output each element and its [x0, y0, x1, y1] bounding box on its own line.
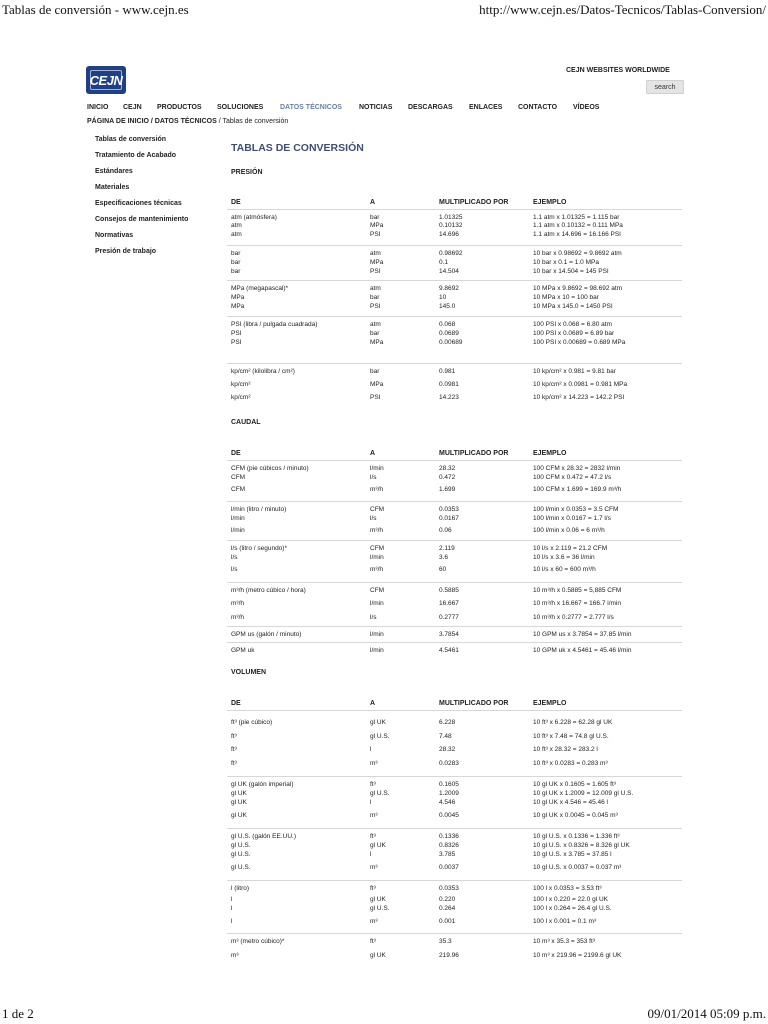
table-row	[231, 321, 681, 330]
table-row	[231, 285, 681, 294]
table-cell: 10 MPa x 10 = 100 bar	[533, 294, 599, 301]
table-row	[231, 812, 681, 821]
column-header-ejemplo: EJEMPLO	[533, 450, 567, 457]
table-cell: 10 ft³ x 28.32 = 283.2 l	[533, 746, 598, 753]
table-row	[231, 368, 681, 377]
table-cell: gl U.S.	[370, 790, 390, 797]
table-row	[231, 631, 681, 640]
table-cell: MPa	[231, 294, 245, 301]
table-cell: 4.546	[439, 799, 456, 806]
table-row	[231, 614, 681, 623]
table-cell: 0.5885	[439, 587, 459, 594]
column-header-mult: MULTIPLICADO POR	[439, 450, 509, 457]
table-cell: bar	[370, 214, 380, 221]
table-cell: 14.223	[439, 394, 459, 401]
table-cell: CFM	[370, 506, 385, 513]
table-cell: kp/cm²	[231, 394, 251, 401]
table-row	[231, 394, 681, 403]
nav-item-productos[interactable]: PRODUCTOS	[157, 104, 202, 111]
table-cell: l/min	[370, 600, 384, 607]
table-cell: atm	[370, 321, 381, 328]
table-cell: 1.2009	[439, 790, 459, 797]
print-title: Tablas de conversión - www.cejn.es	[2, 2, 189, 17]
table-row	[231, 938, 681, 947]
table-row	[231, 600, 681, 609]
table-cell: m³	[370, 812, 378, 819]
table-row	[231, 647, 681, 656]
table-cell: l	[370, 799, 372, 806]
table-cell: 0.0689	[439, 330, 459, 337]
table-cell: ft³	[370, 885, 376, 892]
table-cell: gl UK	[370, 842, 386, 849]
table-cell: 0.220	[439, 896, 456, 903]
nav-item-datos-tecnicos[interactable]: DATOS TÉCNICOS	[280, 104, 342, 111]
table-cell: gl U.S.	[370, 905, 390, 912]
table-cell: 3.7854	[439, 631, 459, 638]
table-cell: l (litro)	[231, 885, 250, 892]
breadcrumb	[87, 118, 288, 125]
table-cell: ft³ (pie cúbico)	[231, 719, 273, 726]
group-divider	[227, 626, 682, 627]
section-title: CAUDAL	[231, 419, 261, 426]
table-row	[231, 851, 681, 860]
column-header-ejemplo: EJEMPLO	[533, 199, 567, 206]
table-cell: gl UK	[231, 799, 247, 806]
table-cell: PSI	[231, 339, 242, 346]
table-cell: CFM	[231, 474, 246, 481]
nav-item-contacto[interactable]: CONTACTO	[518, 104, 558, 111]
table-row	[231, 905, 681, 914]
table-cell: 100 l x 0.001 = 0.1 m³	[533, 918, 597, 925]
group-divider	[227, 933, 682, 934]
table-cell: PSI	[231, 330, 242, 337]
table-cell: gl U.S.	[231, 842, 251, 849]
table-cell: l/s (litro / segundo)*	[231, 545, 287, 552]
group-divider	[227, 316, 682, 317]
table-cell: 100 PSI x 0.0689 = 6.89 bar	[533, 330, 615, 337]
table-cell: l/min	[370, 554, 384, 561]
table-cell: gl U.S.	[370, 733, 390, 740]
table-cell: kp/cm² (kilolibra / cm²)	[231, 368, 295, 375]
table-cell: 0.1336	[439, 833, 459, 840]
table-row	[231, 790, 681, 799]
table-cell: 0.981	[439, 368, 456, 375]
table-divider	[227, 209, 682, 210]
table-cell: 3.6	[439, 554, 449, 561]
table-row	[231, 486, 681, 495]
section-title: VOLUMEN	[231, 669, 266, 676]
table-cell: l/s	[370, 614, 377, 621]
table-row	[231, 506, 681, 515]
table-row	[231, 268, 681, 277]
table-cell: 10 m³ x 35.3 = 353 ft³	[533, 938, 595, 945]
nav-item-videos[interactable]: VÍDEOS	[573, 104, 600, 111]
table-cell: 0.0283	[439, 760, 459, 767]
table-cell: 10 bar x 0.1 = 1.0 MPa	[533, 259, 599, 266]
table-cell: bar	[231, 250, 241, 257]
table-cell: 9.8692	[439, 285, 459, 292]
table-cell: 60	[439, 566, 447, 573]
table-cell: gl UK	[370, 719, 386, 726]
column-header-a: A	[370, 450, 376, 457]
table-cell: 6.228	[439, 719, 456, 726]
table-cell: 10 ft³ x 6.228 = 62.28 gl UK	[533, 719, 613, 726]
column-header-de: DE	[231, 450, 241, 457]
table-cell: 219.96	[439, 952, 459, 959]
sidebar-item-materiales[interactable]: Materiales	[95, 184, 130, 191]
table-cell: l/s	[231, 566, 238, 573]
sidebar-item-presion-trabajo[interactable]: Presión de trabajo	[95, 248, 157, 255]
print-url: http://www.cejn.es/Datos-Tecnicos/Tablas-Conversion/	[479, 2, 766, 17]
table-cell: l/min	[370, 647, 384, 654]
table-cell: l	[370, 851, 372, 858]
table-cell: 0.10132	[439, 222, 463, 229]
table-cell: 10 kp/cm² x 0.981 = 9.81 bar	[533, 368, 616, 375]
table-cell: 10 MPa x 145.0 = 1450 PSI	[533, 303, 613, 310]
table-cell: 28.32	[439, 465, 456, 472]
sidebar-item-tablas[interactable]: Tablas de conversión	[95, 136, 167, 143]
table-row	[231, 587, 681, 596]
table-row	[231, 781, 681, 790]
table-cell: 1.1 atm x 1.01325 = 1.115 bar	[533, 214, 620, 221]
table-cell: 100 CFM x 0.472 = 47.2 l/s	[533, 474, 612, 481]
table-row	[231, 527, 681, 536]
table-cell: GPM uk	[231, 647, 255, 654]
table-row	[231, 799, 681, 808]
column-header-ejemplo: EJEMPLO	[533, 700, 567, 707]
table-cell: 10 gl UK x 0.1605 = 1.605 ft³	[533, 781, 616, 788]
table-cell: CFM	[370, 545, 385, 552]
table-row	[231, 545, 681, 554]
table-cell: l/min	[370, 465, 384, 472]
table-cell: atm	[231, 231, 242, 238]
group-divider	[227, 363, 682, 364]
table-cell: 100 l x 0.264 = 26.4 gl U.S.	[533, 905, 612, 912]
table-cell: l/min	[370, 631, 384, 638]
table-cell: 35.3	[439, 938, 452, 945]
table-cell: 1.1 atm x 0.10132 = 0.111 MPa	[533, 222, 623, 229]
table-cell: ft³	[231, 746, 237, 753]
nav-item-descargas[interactable]: DESCARGAS	[408, 104, 453, 111]
group-divider	[227, 245, 682, 246]
table-divider	[227, 710, 682, 711]
table-cell: 10	[439, 294, 447, 301]
table-cell: 10 m³/h x 16.667 = 166.7 l/min	[533, 600, 621, 607]
table-row	[231, 339, 681, 348]
table-row	[231, 231, 681, 240]
group-divider	[227, 582, 682, 583]
table-cell: l	[370, 746, 372, 753]
table-cell: 0.472	[439, 474, 456, 481]
table-cell: l/s	[231, 554, 238, 561]
column-header-a: A	[370, 199, 376, 206]
table-cell: gl U.S.	[231, 851, 251, 858]
table-cell: bar	[370, 330, 380, 337]
sidebar-item-tratamiento[interactable]: Tratamiento de Acabado	[95, 152, 177, 159]
sidebar-item-normativas[interactable]: Normativas	[95, 232, 134, 239]
group-divider	[227, 540, 682, 541]
table-cell: atm (atmósfera)	[231, 214, 277, 221]
table-cell: 10 MPa x 9.8692 = 98.692 atm	[533, 285, 623, 292]
table-cell: 0.264	[439, 905, 456, 912]
sidebar-item-consejos[interactable]: Consejos de mantenimiento	[95, 216, 189, 223]
print-datetime: 09/01/2014 05:09 p.m.	[647, 1006, 766, 1021]
table-cell: 10 gl U.S. x 0.0037 = 0.037 m³	[533, 864, 622, 871]
nav-item-soluciones[interactable]: SOLUCIONES	[217, 104, 264, 111]
table-cell: 14.504	[439, 268, 459, 275]
table-cell: 10 l/s x 60 = 600 m³/h	[533, 566, 596, 573]
group-divider	[227, 880, 682, 881]
table-row	[231, 896, 681, 905]
breadcrumb-path[interactable]: PÁGINA DE INICIO / DATOS TÉCNICOS	[87, 118, 217, 125]
table-cell: 1.1 atm x 14.696 = 16.166 PSI	[533, 231, 621, 238]
table-cell: 10 GPM uk x 4.5461 = 45.46 l/min	[533, 647, 632, 654]
table-cell: bar	[370, 294, 380, 301]
sidebar-item-estandares[interactable]: Estándares	[95, 168, 133, 175]
table-cell: 10 gl U.S. x 3.785 = 37.85 l	[533, 851, 612, 858]
section-title: PRESIÓN	[231, 169, 263, 176]
table-cell: 100 l/min x 0.06 = 6 m³/h	[533, 527, 605, 534]
print-footer	[0, 1006, 768, 1024]
table-cell: ft³	[370, 938, 376, 945]
table-cell: 100 l/min x 0.0167 = 1.7 l/s	[533, 515, 611, 522]
table-row	[231, 465, 681, 474]
table-cell: ft³	[231, 733, 237, 740]
table-cell: PSI	[370, 231, 381, 238]
table-cell: 14.696	[439, 231, 459, 238]
table-cell: 10 l/s x 3.6 = 36 l/min	[533, 554, 595, 561]
table-cell: 3.785	[439, 851, 456, 858]
column-header-de: DE	[231, 199, 241, 206]
nav-item-noticias[interactable]: NOTICIAS	[359, 104, 393, 111]
table-cell: atm	[370, 285, 381, 292]
table-cell: 10 ft³ x 0.0283 = 0.283 m³	[533, 760, 608, 767]
table-cell: 10 gl UK x 1.2009 = 12.009 gl U.S.	[533, 790, 634, 797]
table-cell: m³	[370, 918, 378, 925]
table-cell: 0.8326	[439, 842, 459, 849]
sidebar-item-especificaciones[interactable]: Especificaciones técnicas	[95, 200, 182, 207]
table-cell: 0.001	[439, 918, 456, 925]
table-cell: kp/cm²	[231, 381, 251, 388]
table-cell: bar	[231, 268, 241, 275]
table-cell: 0.2777	[439, 614, 459, 621]
table-cell: gl U.S.	[231, 864, 251, 871]
table-cell: 100 l x 0.220 = 22.0 gl UK	[533, 896, 608, 903]
table-cell: 7.48	[439, 733, 452, 740]
table-cell: MPa	[370, 222, 384, 229]
nav-item-enlaces[interactable]: ENLACES	[469, 104, 503, 111]
table-cell: 0.00689	[439, 339, 463, 346]
table-cell: 10 bar x 14.504 = 145 PSI	[533, 268, 609, 275]
table-cell: 100 l/min x 0.0353 = 3.5 CFM	[533, 506, 619, 513]
table-row	[231, 474, 681, 483]
group-divider	[227, 776, 682, 777]
table-cell: MPa	[370, 381, 384, 388]
print-page: 1 de 2	[2, 1006, 34, 1021]
worldwide-link[interactable]: CEJN WEBSITES WORLDWIDE	[566, 67, 670, 74]
table-cell: 10 GPM us x 3.7854 = 37.85 l/min	[533, 631, 632, 638]
table-cell: bar	[231, 259, 241, 266]
breadcrumb-current: / Tablas de conversión	[216, 118, 289, 125]
table-cell: m³	[370, 864, 378, 871]
table-cell: 0.0045	[439, 812, 459, 819]
column-header-a: A	[370, 700, 376, 707]
search-button[interactable]: search	[646, 80, 684, 94]
table-cell: m³/h (metro cúbico / hora)	[231, 587, 306, 594]
table-cell: gl U.S. (galón EE.UU.)	[231, 833, 297, 840]
table-cell: 0.1	[439, 259, 449, 266]
table-cell: 4.5461	[439, 647, 459, 654]
table-cell: PSI	[370, 303, 381, 310]
nav-item-inicio[interactable]: INICIO	[87, 104, 109, 111]
table-row	[231, 381, 681, 390]
table-row	[231, 515, 681, 524]
table-row	[231, 259, 681, 268]
table-cell: 10 kp/cm² x 0.0981 = 0.981 MPa	[533, 381, 628, 388]
table-cell: l	[231, 905, 233, 912]
table-cell: CFM	[370, 587, 385, 594]
table-cell: ft³	[231, 760, 237, 767]
table-cell: 100 PSI x 0.00689 = 0.689 MPa	[533, 339, 626, 346]
table-row	[231, 746, 681, 755]
table-cell: 100 CFM x 1.699 = 169.9 m³/h	[533, 486, 622, 493]
table-cell: 10 bar x 0.98692 = 9.8692 atm	[533, 250, 622, 257]
table-cell: l/s	[370, 474, 377, 481]
table-cell: bar	[370, 368, 380, 375]
table-cell: 0.0353	[439, 506, 459, 513]
table-cell: 0.06	[439, 527, 452, 534]
table-row	[231, 733, 681, 742]
table-row	[231, 842, 681, 851]
table-cell: gl UK	[370, 952, 386, 959]
group-divider	[227, 280, 682, 281]
table-cell: gl UK	[231, 790, 247, 797]
table-divider	[227, 460, 682, 461]
table-cell: PSI (libra / pulgada cuadrada)	[231, 321, 318, 328]
table-row	[231, 760, 681, 769]
table-cell: 0.0037	[439, 864, 459, 871]
table-cell: MPa (megapascal)*	[231, 285, 289, 292]
table-cell: 100 l x 0.0353 = 3.53 ft³	[533, 885, 602, 892]
cejn-logo[interactable]	[86, 66, 126, 94]
table-cell: 100 CFM x 28.32 = 2832 l/min	[533, 465, 621, 472]
table-cell: 10 m³/h x 0.2777 = 2.777 l/s	[533, 614, 614, 621]
table-cell: 1.699	[439, 486, 456, 493]
table-cell: l	[231, 918, 233, 925]
table-row	[231, 330, 681, 339]
table-row	[231, 554, 681, 563]
table-cell: ft³	[370, 833, 376, 840]
table-cell: l/s	[370, 515, 377, 522]
table-cell: 10 gl U.S. x 0.8326 = 8.326 gl UK	[533, 842, 630, 849]
table-cell: m³/h	[231, 600, 244, 607]
table-cell: 0.068	[439, 321, 456, 328]
column-header-de: DE	[231, 700, 241, 707]
table-cell: PSI	[370, 268, 381, 275]
table-cell: 0.0353	[439, 885, 459, 892]
table-cell: 16.667	[439, 600, 459, 607]
table-cell: GPM us (galón / minuto)	[231, 631, 302, 638]
table-cell: ft³	[370, 781, 376, 788]
column-header-mult: MULTIPLICADO POR	[439, 700, 509, 707]
group-divider	[227, 642, 682, 643]
table-cell: atm	[231, 222, 242, 229]
table-cell: 10 m³/h x 0.5885 = 5,885 CFM	[533, 587, 622, 594]
table-row	[231, 303, 681, 312]
column-header-mult: MULTIPLICADO POR	[439, 199, 509, 206]
logo-text: CEJN	[89, 72, 123, 88]
table-cell: m³/h	[370, 527, 383, 534]
table-cell: 10 kp/cm² x 14.223 = 142.2 PSI	[533, 394, 625, 401]
table-cell: 1.01325	[439, 214, 463, 221]
table-row	[231, 566, 681, 575]
table-row	[231, 885, 681, 894]
table-cell: 0.0981	[439, 381, 459, 388]
table-row	[231, 833, 681, 842]
table-cell: 0.0167	[439, 515, 459, 522]
table-cell: 10 gl UK x 4.546 = 45.46 l	[533, 799, 608, 806]
table-row	[231, 918, 681, 927]
table-cell: m³	[370, 760, 378, 767]
table-row	[231, 250, 681, 259]
table-cell: m³/h	[370, 566, 383, 573]
table-cell: 10 gl U.S. x 0.1336 = 1.336 ft³	[533, 833, 620, 840]
table-cell: 0.1605	[439, 781, 459, 788]
table-cell: MPa	[370, 339, 384, 346]
table-cell: PSI	[370, 394, 381, 401]
table-cell: l/min (litro / minuto)	[231, 506, 287, 513]
table-cell: atm	[370, 250, 381, 257]
table-cell: 28.32	[439, 746, 456, 753]
group-divider	[227, 828, 682, 829]
table-cell: m³	[231, 952, 239, 959]
table-cell: 2.119	[439, 545, 455, 552]
table-cell: 10 gl UK x 0.0045 = 0.045 m³	[533, 812, 618, 819]
table-cell: MPa	[370, 259, 384, 266]
table-cell: CFM (pie cúbicos / minuto)	[231, 465, 309, 472]
table-cell: m³ (metro cúbico)*	[231, 938, 285, 945]
table-row	[231, 222, 681, 231]
table-cell: l/min	[231, 515, 245, 522]
print-header	[0, 2, 768, 22]
table-row	[231, 952, 681, 961]
table-cell: m³/h	[370, 486, 383, 493]
table-cell: gl UK (galón imperial)	[231, 781, 294, 788]
table-row	[231, 719, 681, 728]
table-cell: CFM	[231, 486, 246, 493]
table-cell: 10 l/s x 2.119 = 21.2 CFM	[533, 545, 608, 552]
table-cell: 100 PSI x 0.068 = 6.80 atm	[533, 321, 612, 328]
table-cell: 145.0	[439, 303, 456, 310]
group-divider	[227, 501, 682, 502]
table-cell: m³/h	[231, 614, 244, 621]
nav-item-cejn[interactable]: CEJN	[123, 104, 142, 111]
table-cell: gl UK	[231, 812, 247, 819]
table-cell: l/min	[231, 527, 245, 534]
table-cell: 10 ft³ x 7.48 = 74.8 gl U.S.	[533, 733, 609, 740]
table-cell: l	[231, 896, 233, 903]
table-cell: gl UK	[370, 896, 386, 903]
table-row	[231, 294, 681, 303]
table-cell: 0.98692	[439, 250, 463, 257]
table-cell: 10 m³ x 219.96 = 2199.6 gl UK	[533, 952, 622, 959]
table-cell: MPa	[231, 303, 245, 310]
table-row	[231, 864, 681, 873]
page-title: TABLAS DE CONVERSIÓN	[231, 142, 364, 154]
